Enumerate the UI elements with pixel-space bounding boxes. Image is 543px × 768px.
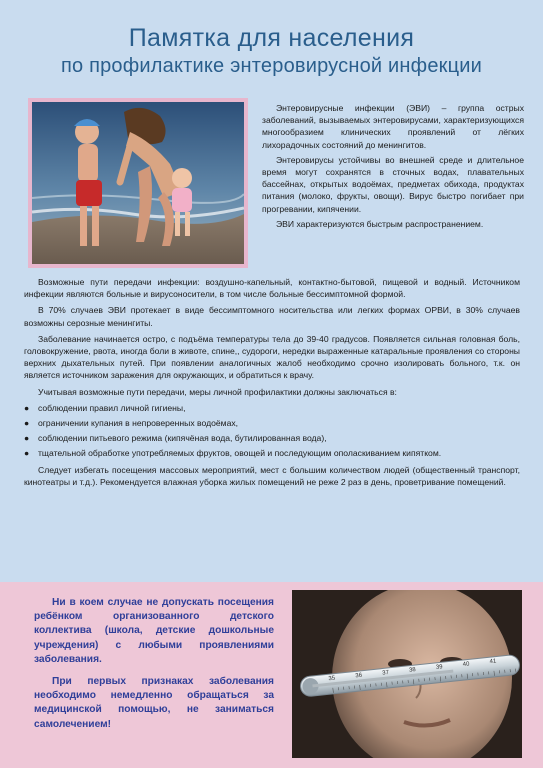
bullet-icon: ● xyxy=(24,418,30,429)
prevention-list xyxy=(24,402,520,460)
transmission-paragraph: Возможные пути передачи инфекции: воздушно-капельный, контактно-бытовой, пищевой и водный. Источником инфекции являются больные и вирусоносители, в том числе больные бессимптомной формой. xyxy=(24,277,520,300)
beach-family-illustration xyxy=(32,102,244,264)
thermometer-mark: 41 xyxy=(489,658,497,666)
thermometer-photo xyxy=(292,590,522,758)
thermometer-mark: 36 xyxy=(355,672,363,680)
bullet-icon: ● xyxy=(24,448,30,459)
page-title xyxy=(0,24,543,78)
list-item: ● соблюдении правил личной гигиены, xyxy=(24,402,186,413)
intro-paragraph: ЭВИ характеризуются быстрым распространением. xyxy=(276,218,484,229)
thermometer-mark: 35 xyxy=(328,675,336,683)
intro-paragraph: Энтеровирусы устойчивы во внешней среде и длительное время могут сохранятся в сточных водах, плавательных бассейнах, открытых водоёмах, предметах обихода, продуктах питания (молоко, фрукты, овощи). Вирус быстро погибает при прогревании, кипячении. xyxy=(262,154,524,214)
list-item: ● тщательной обработке употребляемых фруктов, овощей и последующим ополаскиванием кипятком. xyxy=(24,448,442,459)
list-item: ● ограничении купания в непроверенных водоёмах, xyxy=(24,418,239,429)
avoid-crowds-paragraph: Следует избегать посещения массовых мероприятий, мест с большим количеством людей (общественный транспорт, кинотеатры и т.д.). Рекомендуется влажная уборка жилых помещений не реже 2 раз в день, проветривание помещений. xyxy=(24,464,520,487)
list-item: ● соблюдении питьевого режима (кипячёная вода, бутилированная вода), xyxy=(24,433,327,444)
intro-paragraph: Энтеровирусные инфекции (ЭВИ) – группа острых заболеваний, вызываемых энтеровирусами, характеризующихся многообразием клинических проявлений от лёгких лихорадочных состояний до менингитов. xyxy=(262,103,524,150)
warning-paragraph: При первых признаках заболевания необходимо немедленно обращаться за медицинской помощью, не заниматься самолечением! xyxy=(34,676,274,730)
thermometer-mark: 38 xyxy=(408,667,417,674)
warning-paragraph: Ни в коем случае не допускать посещения ребёнком организованного детского коллектива (школа, детские дошкольные учреждения) с любыми проявлениями заболевания. xyxy=(34,597,274,665)
bullet-icon: ● xyxy=(24,402,30,413)
woman-thermometer-illustration xyxy=(292,590,522,758)
thermometer-mark: 40 xyxy=(462,661,470,669)
bullet-icon: ● xyxy=(24,433,30,444)
asymptomatic-paragraph: В 70% случаев ЭВИ протекает в виде бессимптомного носительства или легких формах ОРВИ, в 30% случаев возможны серозные менингиты. xyxy=(24,305,520,328)
main-text xyxy=(24,276,520,492)
symptoms-paragraph: Заболевание начинается остро, с подъёма температуры тела до 39-40 градусов. Появляется сильная головная боль, головокружение, рвота, иногда боли в животе, спине,, судороги, нередки выраженные катаральные проявления со стороны верхних дыхательных путей. При появлении аналогичных жалоб необходимо срочно изолировать больного, т.к. он является источником заражения для окружающих, и обратиться к врачу. xyxy=(24,333,520,381)
title-line-1: Памятка для населения xyxy=(128,24,415,52)
thermometer-mark: 39 xyxy=(435,664,443,671)
intro-text xyxy=(262,102,524,233)
title-line-2: по профилактике энтеровирусной инфекции xyxy=(60,54,483,77)
prevention-intro-paragraph: Учитывая возможные пути передачи, меры личной профилактики должны заключаться в: xyxy=(38,386,397,397)
thermometer-mark: 37 xyxy=(381,669,390,677)
beach-family-photo xyxy=(28,98,248,268)
warning-text xyxy=(34,596,274,740)
